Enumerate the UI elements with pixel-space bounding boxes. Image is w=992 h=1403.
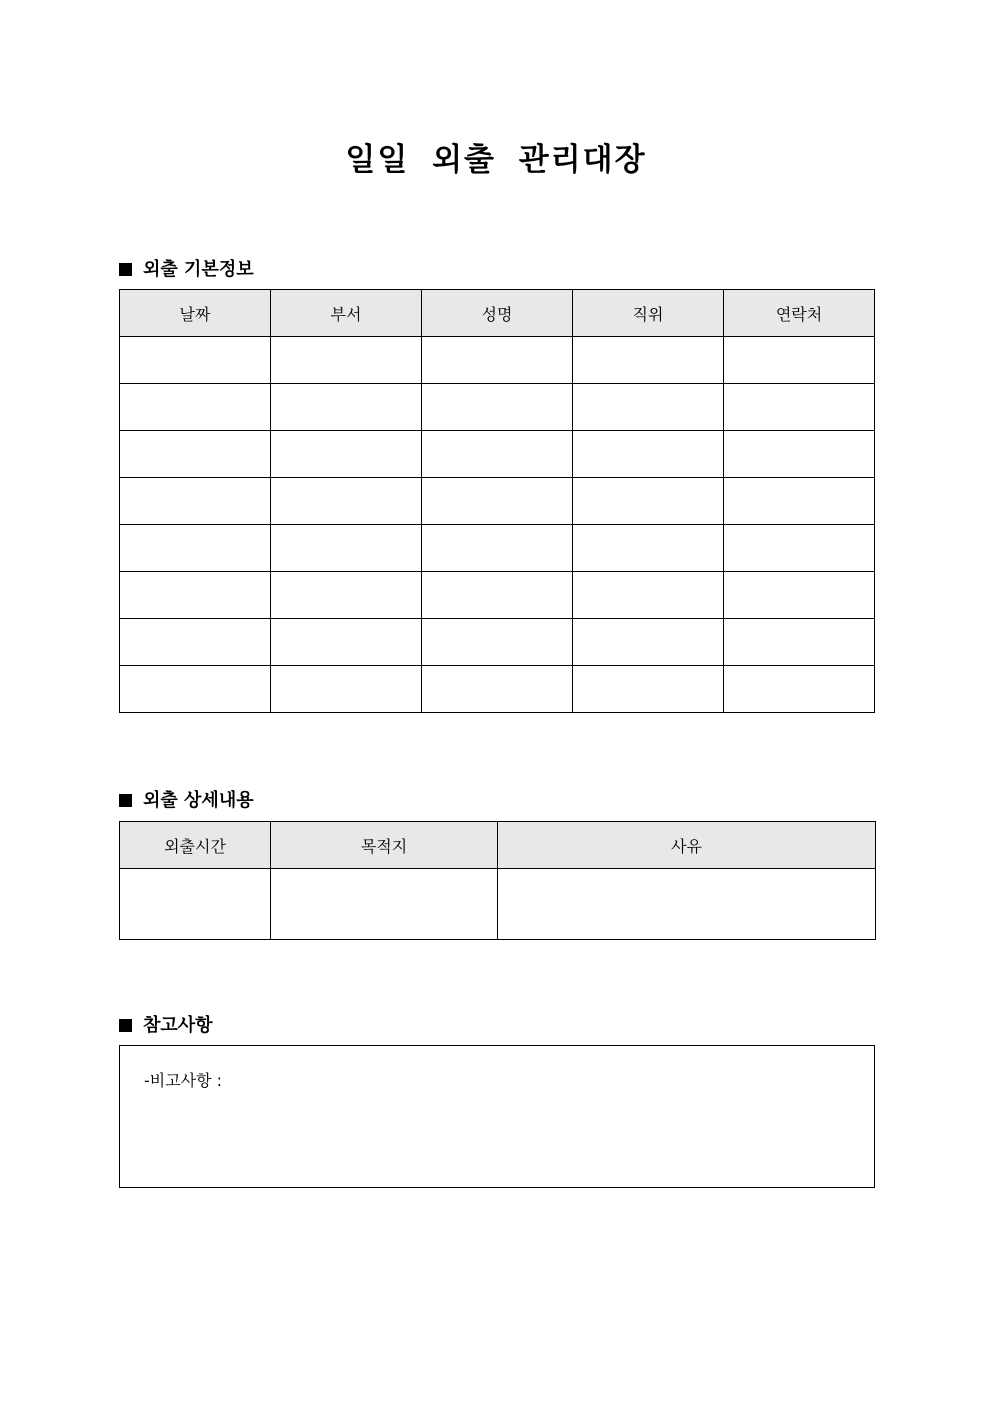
table-row	[120, 384, 875, 431]
table-cell[interactable]	[724, 572, 875, 619]
table-cell[interactable]	[422, 525, 573, 572]
table-cell[interactable]	[120, 619, 271, 666]
table-cell[interactable]	[724, 337, 875, 384]
table-cell[interactable]	[120, 525, 271, 572]
section-heading-label: 외출 상세내용	[143, 790, 254, 811]
table-cell[interactable]	[120, 666, 271, 713]
column-header-contact: 연락처	[724, 290, 875, 337]
table-row	[120, 572, 875, 619]
table-header-row	[120, 822, 876, 869]
table-cell[interactable]	[422, 619, 573, 666]
table-cell[interactable]	[422, 478, 573, 525]
table-cell[interactable]	[573, 384, 724, 431]
basic-info-body	[120, 337, 875, 713]
table-cell[interactable]	[271, 525, 422, 572]
table-row	[120, 337, 875, 384]
table-cell[interactable]	[422, 666, 573, 713]
section-heading-label: 참고사항	[143, 1015, 213, 1036]
table-cell[interactable]	[120, 431, 271, 478]
table-row	[120, 478, 875, 525]
table-cell[interactable]	[120, 478, 271, 525]
table-cell[interactable]	[422, 384, 573, 431]
table-cell[interactable]	[573, 478, 724, 525]
basic-info-table	[119, 289, 875, 713]
table-row	[120, 619, 875, 666]
table-header-row	[120, 290, 875, 337]
remarks-label: -비고사항 :	[144, 1071, 223, 1090]
table-cell[interactable]	[724, 525, 875, 572]
table-cell[interactable]	[724, 619, 875, 666]
column-header-name: 성명	[422, 290, 573, 337]
table-row	[120, 666, 875, 713]
table-cell[interactable]	[573, 431, 724, 478]
table-cell[interactable]	[271, 431, 422, 478]
square-bullet-icon	[119, 794, 132, 807]
notes-box[interactable]	[119, 1045, 875, 1188]
reason-cell[interactable]	[498, 869, 876, 940]
table-cell[interactable]	[120, 572, 271, 619]
column-header-reason: 사유	[498, 822, 876, 869]
table-cell[interactable]	[724, 666, 875, 713]
table-cell[interactable]	[724, 478, 875, 525]
section-heading-label: 외출 기본정보	[143, 259, 254, 280]
square-bullet-icon	[119, 1019, 132, 1032]
table-cell[interactable]	[573, 337, 724, 384]
table-cell[interactable]	[422, 572, 573, 619]
table-cell[interactable]	[573, 666, 724, 713]
column-header-date: 날짜	[120, 290, 271, 337]
destination-cell[interactable]	[271, 869, 498, 940]
table-row	[120, 525, 875, 572]
table-cell[interactable]	[271, 572, 422, 619]
details-table	[119, 821, 876, 940]
column-header-position: 직위	[573, 290, 724, 337]
column-header-destination: 목적지	[271, 822, 498, 869]
column-header-department: 부서	[271, 290, 422, 337]
table-cell[interactable]	[271, 666, 422, 713]
column-header-outing-time: 외출시간	[120, 822, 271, 869]
table-cell[interactable]	[271, 337, 422, 384]
table-cell[interactable]	[724, 384, 875, 431]
square-bullet-icon	[119, 263, 132, 276]
table-cell[interactable]	[573, 619, 724, 666]
table-row	[120, 869, 876, 940]
table-cell[interactable]	[724, 431, 875, 478]
table-cell[interactable]	[271, 384, 422, 431]
table-cell[interactable]	[271, 619, 422, 666]
table-cell[interactable]	[573, 572, 724, 619]
table-cell[interactable]	[573, 525, 724, 572]
page-title: 일일 외출 관리대장	[345, 142, 647, 178]
outing-time-cell[interactable]	[120, 869, 271, 940]
table-cell[interactable]	[120, 384, 271, 431]
section-heading-notes	[119, 1011, 213, 1037]
section-heading-details	[119, 786, 254, 812]
table-cell[interactable]	[120, 337, 271, 384]
table-cell[interactable]	[422, 337, 573, 384]
table-cell[interactable]	[422, 431, 573, 478]
table-row	[120, 431, 875, 478]
table-cell[interactable]	[271, 478, 422, 525]
section-heading-basic-info	[119, 255, 254, 281]
